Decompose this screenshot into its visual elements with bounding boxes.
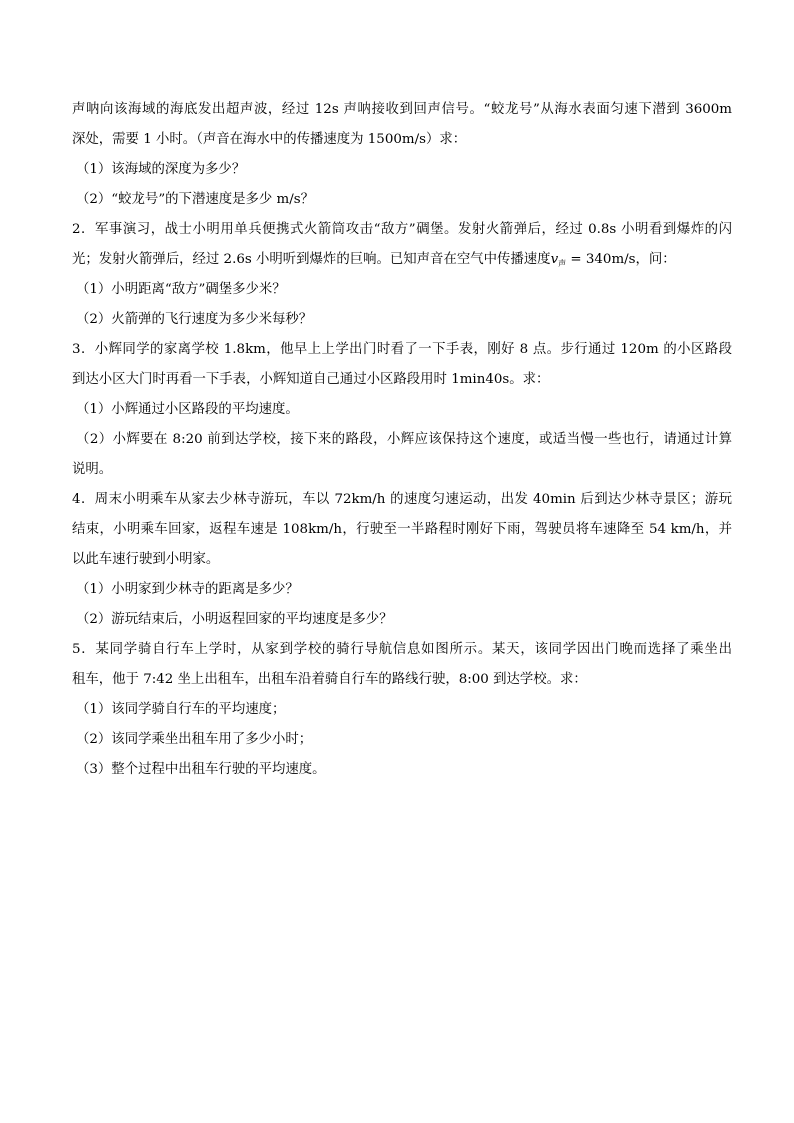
text-line: 说明。 bbox=[72, 462, 113, 477]
text-line: 结束，小明乘车回家，返程车速是 108km/h，行驶至一半路程时刚好下雨，驾驶员将车速降至 54 km/h，并 bbox=[72, 522, 732, 537]
velocity-symbol: v bbox=[550, 252, 559, 267]
text-segment: 光；发射火箭弹后，经过 2.6s 小明听到爆炸的巨响。已知声音在空气中传播速度 bbox=[72, 252, 551, 267]
problem-4-text: 4．周末小明乘车从家去少林寺游玩，车以 72km/h 的速度匀速运动，出发 40min 后到达少林寺景区；游玩 bbox=[72, 492, 732, 507]
text-line: 到达小区大门时再看一下手表，小辉知道自己通过小区路段用时 1min40s。求： bbox=[72, 372, 550, 387]
question-item: （1）该同学骑自行车的平均速度； bbox=[76, 702, 286, 717]
question-item: （2）小辉要在 8:20 前到达学校，接下来的路段，小辉应该保持这个速度，或适当慢一些也行，请通过计算 bbox=[76, 432, 732, 447]
question-item: （2）游玩结束后，小明返程回家的平均速度是多少？ bbox=[76, 612, 393, 627]
velocity-value: = 340m/s bbox=[566, 252, 636, 267]
problem-2-formula-line bbox=[72, 245, 732, 275]
text-segment: ，问： bbox=[635, 252, 676, 267]
text-line: 声呐向该海域的海底发出超声波，经过 12s 声呐接收到回声信号。“蛟龙号”从海水表面匀速下潜到 3600m bbox=[72, 102, 732, 117]
question-item: （1）小辉通过小区路段的平均速度。 bbox=[76, 402, 299, 417]
text-line: 深处，需要 1 小时。（声音在海水中的传播速度为 1500m/s）求： bbox=[72, 132, 467, 147]
velocity-subscript: 声 bbox=[558, 259, 567, 268]
text-line: 租车，他于 7:42 坐上出租车，出租车沿着骑自行车的路线行驶，8:00 到达学校。求： bbox=[72, 672, 587, 687]
question-item: （3）整个过程中出租车行驶的平均速度。 bbox=[76, 762, 326, 777]
question-item: （2）该同学乘坐出租车用了多少小时； bbox=[76, 732, 313, 747]
problem-5-text: 5．某同学骑自行车上学时，从家到学校的骑行导航信息如图所示。某天，该同学因出门晚而选择了乘坐出 bbox=[72, 642, 732, 657]
question-item: （1）该海域的深度为多少？ bbox=[76, 162, 246, 177]
document-body bbox=[72, 95, 732, 785]
question-item: （1）小明距离“敌方”碉堡多少米？ bbox=[76, 282, 286, 297]
question-item: （1）小明家到少林寺的距离是多少？ bbox=[76, 582, 299, 597]
question-item: （2）火箭弹的飞行速度为多少米每秒？ bbox=[76, 312, 313, 327]
problem-3-text: 3．小辉同学的家离学校 1.8km，他早上上学出门时看了一下手表，刚好 8 点。步行通过 120m 的小区路段 bbox=[72, 342, 732, 357]
question-item: （2）“蛟龙号”的下潜速度是多少 m/s？ bbox=[76, 192, 315, 207]
text-line: 以此车速行驶到小明家。 bbox=[72, 552, 220, 567]
problem-2-text: 2．军事演习，战士小明用单兵便携式火箭筒攻击“敌方”碉堡。发射火箭弹后，经过 0.8s 小明看到爆炸的闪 bbox=[72, 222, 732, 237]
